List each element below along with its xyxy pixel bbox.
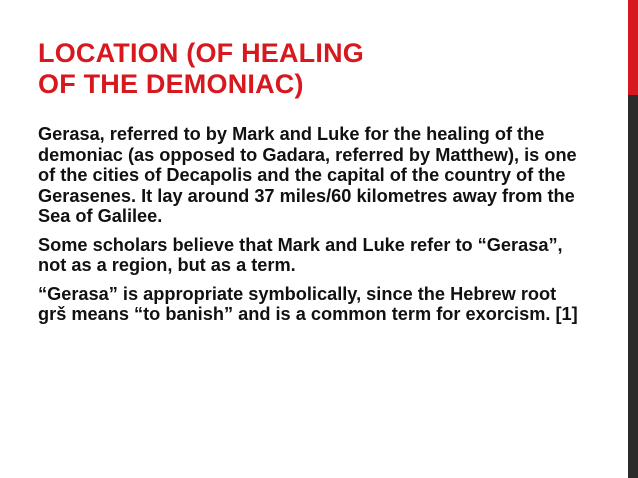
paragraph-symbolism: “Gerasa” is appropriate symbolically, since the Hebrew root grš means “to banish” and is a common term for exorcism. [1] [38, 283, 578, 324]
paragraph-scholars: Some scholars believe that Mark and Luke refer to “Gerasa”, not as a region, but as a term. [38, 234, 563, 275]
title-line-1: LOCATION (OF HEALING [38, 38, 364, 68]
title-line-2: OF THE DEMONIAC) [38, 69, 304, 99]
slide-title [38, 38, 578, 100]
slide-body [38, 124, 583, 333]
accent-bar-dark [628, 95, 638, 478]
paragraph-gerasa-location: Gerasa, referred to by Mark and Luke for the healing of the demoniac (as opposed to Gadara, referred by Matthew), is one of the cities of Decapolis and the capital of the country of the Gerasenes. It lay around 37 miles/60 kilometres away from the Sea of Galilee. [38, 124, 577, 226]
accent-bar-red [628, 0, 638, 95]
